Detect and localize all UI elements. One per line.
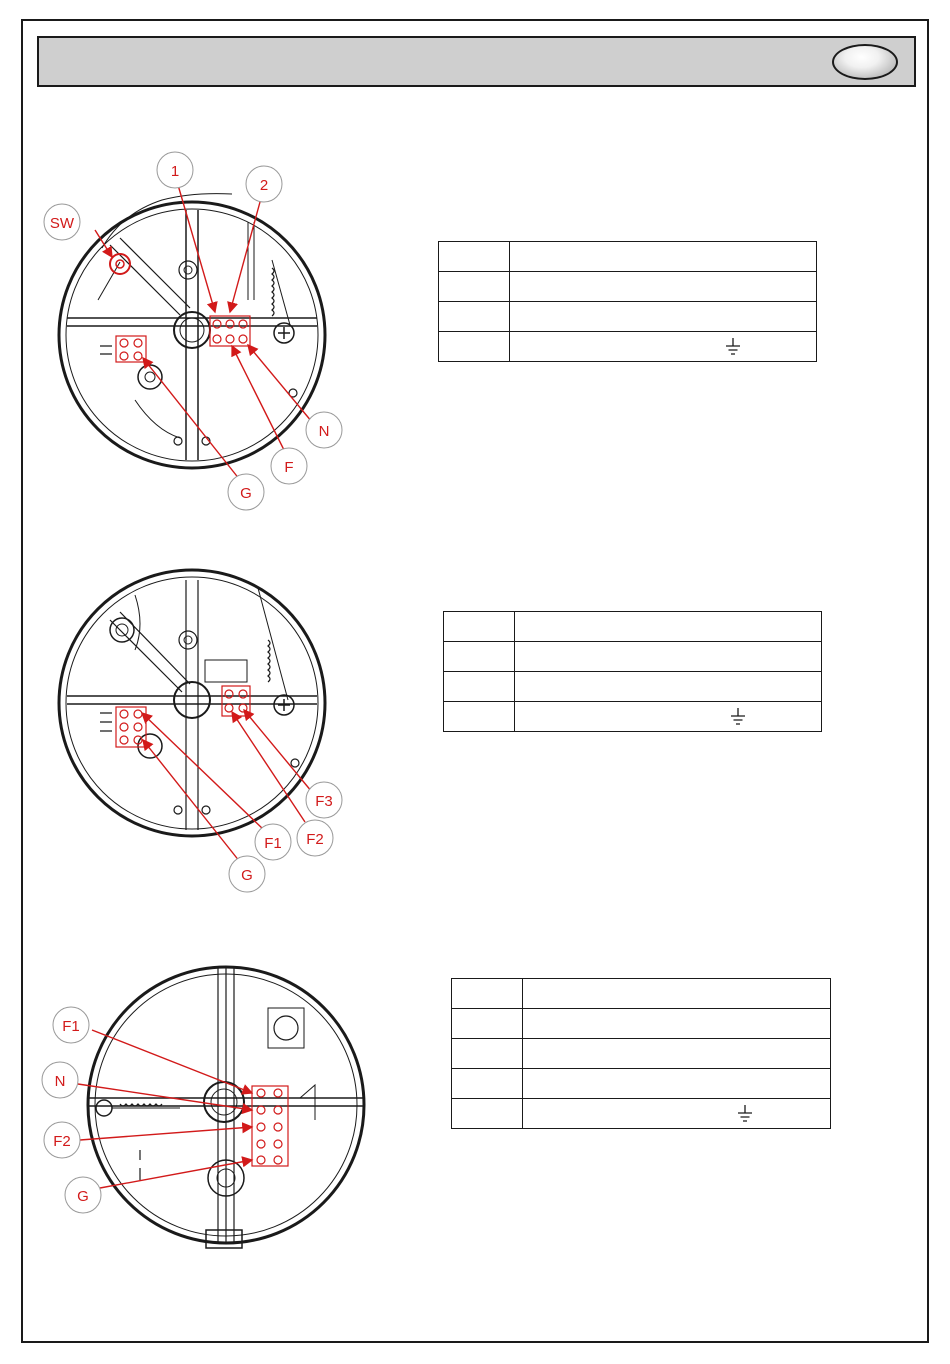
- callout-sw-label: SW: [49, 215, 75, 232]
- callout-f2: [297, 820, 333, 856]
- table-row: [444, 612, 822, 642]
- table-row: [452, 1009, 831, 1039]
- callout-sw: [44, 204, 80, 240]
- heater-housing-2: [59, 570, 325, 836]
- leader-g2: [143, 740, 240, 862]
- header-badge: [832, 44, 898, 80]
- table-row: [444, 642, 822, 672]
- table-row: [439, 272, 817, 302]
- wiring-table-2: [443, 611, 822, 732]
- callout-f2-3: [44, 1122, 80, 1158]
- callout-2-label: 2: [259, 177, 269, 194]
- table-row: [444, 672, 822, 702]
- callout-f2-3-label: F2: [53, 1133, 71, 1150]
- callout-f: [271, 448, 307, 484]
- wiring-table-3: [451, 978, 831, 1129]
- callout-n: [306, 412, 342, 448]
- callout-f1-3: [53, 1007, 89, 1043]
- callout-f1-label: F1: [264, 835, 282, 852]
- wiring-diagram-3: [40, 960, 370, 1255]
- callout-f-label: F: [284, 459, 294, 476]
- callout-g: [228, 474, 264, 510]
- leader-f3: [244, 710, 312, 792]
- table-row: [439, 332, 817, 362]
- leader-n: [248, 345, 312, 422]
- heater-housing-3: [88, 967, 364, 1248]
- callout-g-label: G: [240, 485, 252, 502]
- table-row: [439, 302, 817, 332]
- callout-f1: [255, 824, 291, 860]
- callout-f3-label: F3: [315, 793, 333, 810]
- callout-1-label: 1: [170, 163, 180, 180]
- header-bar: [37, 36, 916, 87]
- callout-g-3-label: G: [77, 1188, 89, 1205]
- callout-2: [246, 166, 282, 202]
- callout-f3: [306, 782, 342, 818]
- callout-f2-label: F2: [306, 831, 324, 848]
- callout-n-3-label: N: [54, 1073, 66, 1090]
- leader-f1-3: [92, 1030, 252, 1093]
- protective-earth-icon: [730, 708, 746, 726]
- table-row: [452, 1069, 831, 1099]
- table-row: [444, 702, 822, 732]
- leader-g: [143, 358, 240, 480]
- wiring-diagram-2: [40, 560, 360, 900]
- terminal-block-earth-2: [116, 707, 146, 747]
- table-row: [452, 979, 831, 1009]
- callout-n-label: N: [318, 423, 330, 440]
- callout-f1-3-label: F1: [62, 1018, 80, 1035]
- callout-1: [157, 152, 193, 188]
- table-row: [452, 1039, 831, 1069]
- callout-n-3: [42, 1062, 78, 1098]
- protective-earth-icon: [725, 338, 741, 356]
- wiring-diagram-1: [40, 150, 360, 515]
- terminal-block-main-1: [210, 316, 250, 346]
- wiring-table-1: [438, 241, 817, 362]
- table-row: [452, 1099, 831, 1129]
- leader-2: [230, 202, 260, 312]
- leader-f: [232, 346, 285, 452]
- leader-g-3: [100, 1160, 252, 1188]
- terminal-block-earth-1: [116, 336, 146, 362]
- callout-g2: [229, 856, 265, 892]
- callout-g2-label: G: [241, 867, 253, 884]
- table-row: [439, 242, 817, 272]
- protective-earth-icon: [737, 1105, 753, 1123]
- callout-g-3: [65, 1177, 101, 1213]
- thermostat-switch: [110, 254, 130, 274]
